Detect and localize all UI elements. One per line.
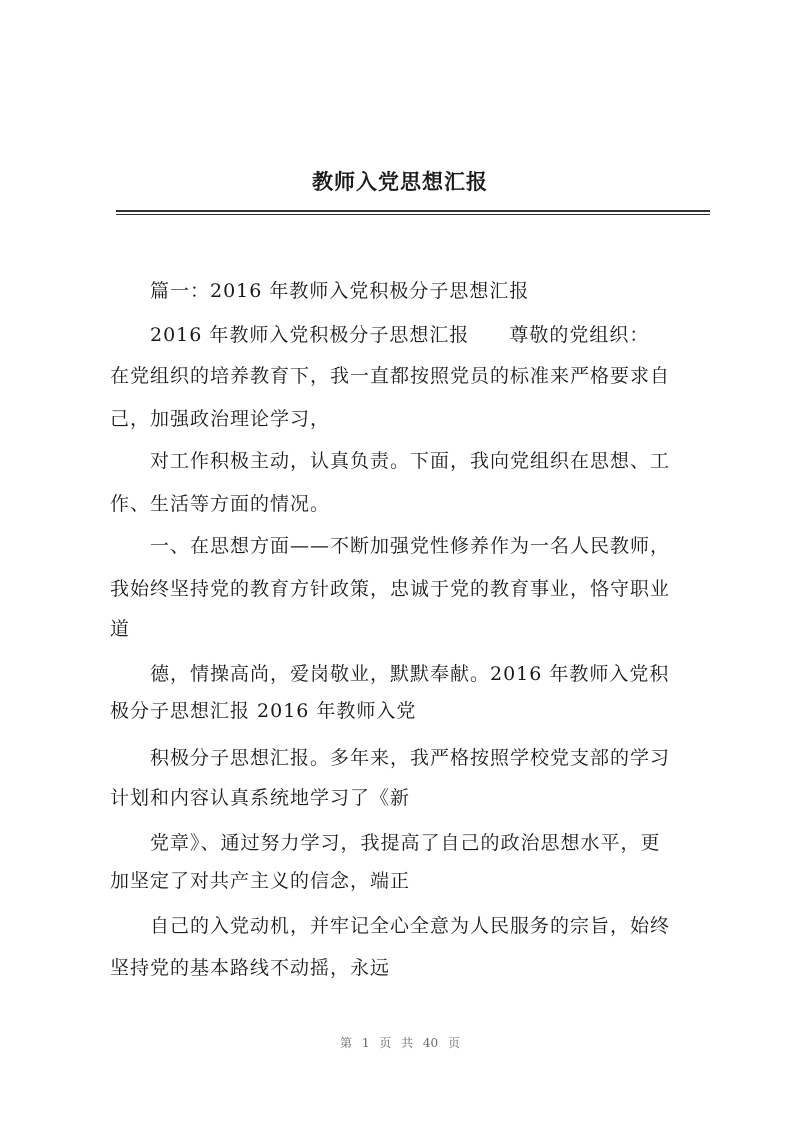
body-line: 篇一：2016 年教师入党积极分子思想汇报 (150, 280, 530, 302)
title-rule-thin (116, 214, 710, 215)
body-line: 己，加强政治理论学习， (110, 408, 331, 430)
body-line: 计划和内容认真系统地学习了《新 (110, 787, 411, 809)
body-line: 积极分子思想汇报。多年来，我严格按照学校党支部的学习 (150, 747, 671, 769)
body-line: 极分子思想汇报 2016 年教师入党 (110, 700, 417, 722)
body-line: 自己的入党动机，并牢记全心全意为人民服务的宗旨，始终 (150, 915, 671, 937)
body-line: 对工作积极主动，认真负责。下面，我向党组织在思想、工 (150, 450, 671, 472)
title-rule (116, 210, 710, 212)
body-line: 我始终坚持党的教育方针政策，忠诚于党的教育事业，恪守职业 (110, 578, 671, 600)
body-line: 党章》、通过努力学习，我提高了自己的政治思想水平，更 (150, 832, 661, 854)
body-line: 在党组织的培养教育下，我一直都按照党员的标准来严格要求自 (110, 365, 671, 387)
body-line: 一、在思想方面——不断加强党性修养作为一名人民教师， (150, 535, 671, 557)
body-line: 坚持党的基本路线不动摇，永远 (110, 957, 391, 979)
body-line: 德，情操高尚，爱岗敬业，默默奉献。2016 年教师入党积 (150, 663, 670, 685)
document-title: 教师入党思想汇报 (312, 169, 488, 194)
body-line: 道 (110, 618, 131, 640)
page-footer: 第 1 页 共 40 页 (340, 1036, 460, 1050)
body-line: 加坚定了对共产主义的信念，端正 (110, 870, 411, 892)
body-line: 2016 年教师入党积极分子思想汇报 尊敬的党组织： (150, 324, 650, 346)
body-line: 作、生活等方面的情况。 (110, 493, 331, 515)
